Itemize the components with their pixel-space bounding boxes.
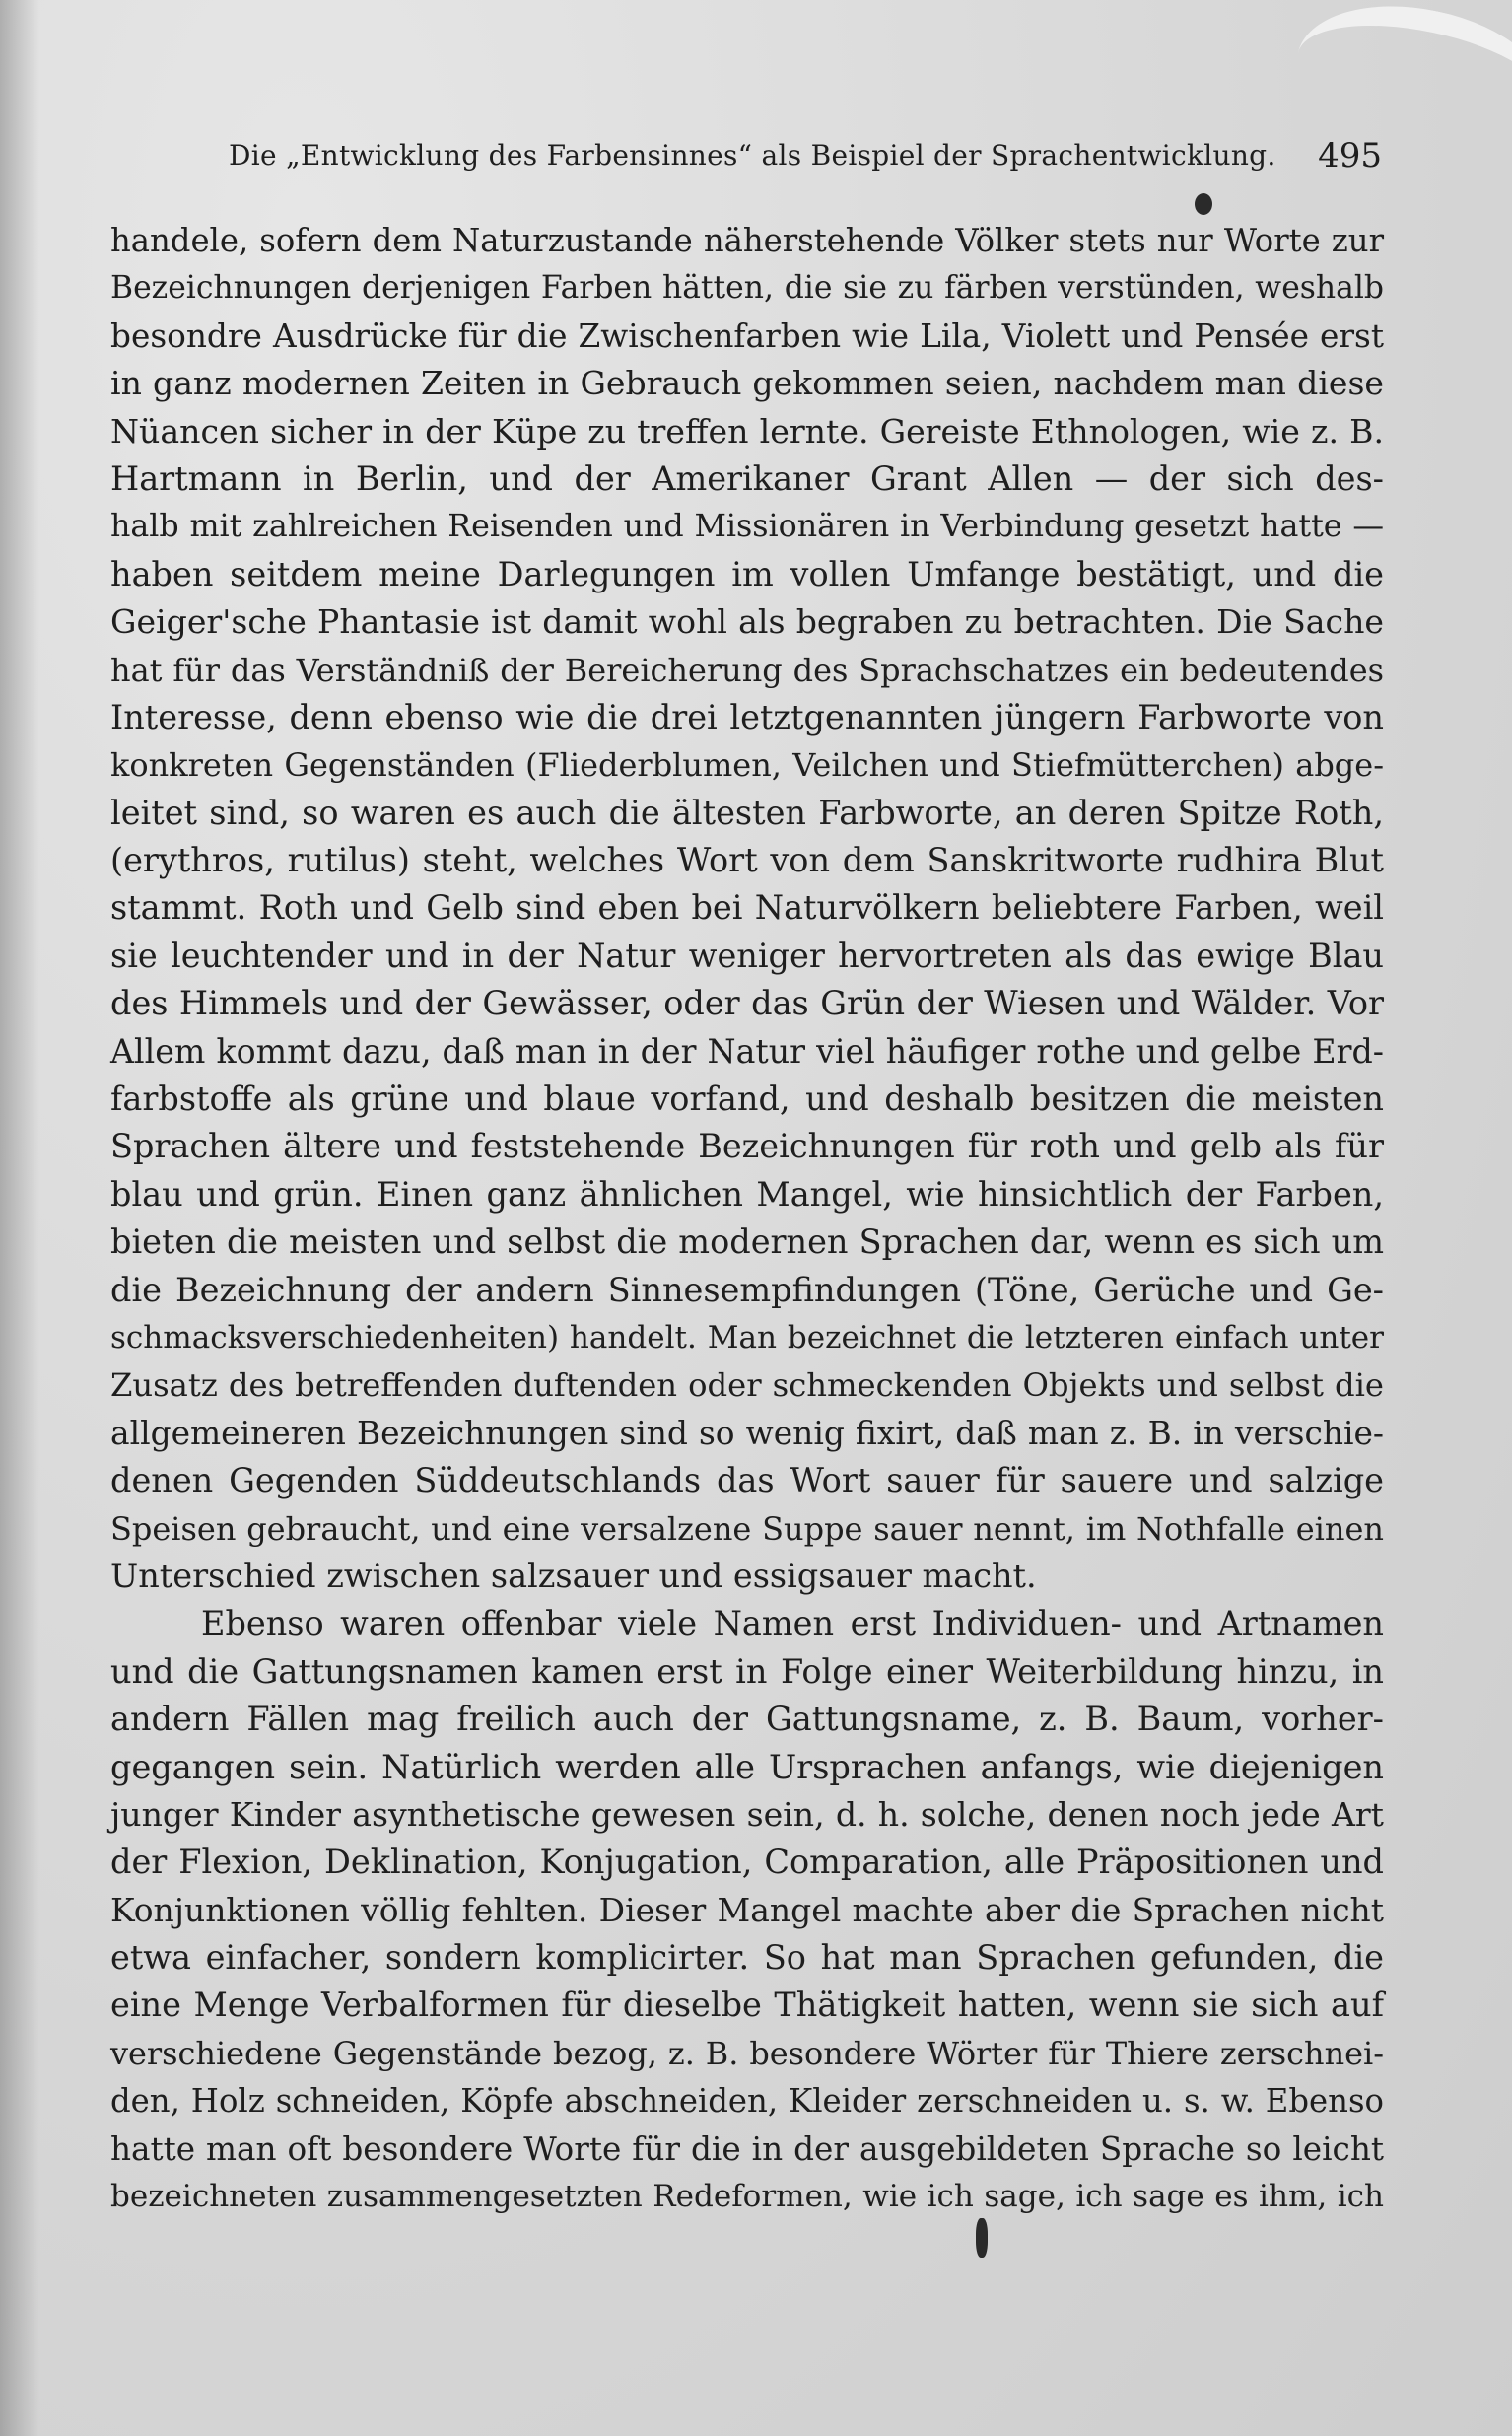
text-line: haben seitdem meine Darlegungen im vollen Umfange bestätigt, und die bbox=[110, 554, 1384, 593]
text-line: Geiger'sche Phantasie ist damit wohl als begraben zu betrachten. Die Sache bbox=[110, 602, 1384, 642]
text-line: halb mit zahlreichen Reisenden und Missionären in Verbindung gesetzt hatte — bbox=[110, 509, 1384, 545]
text-line: die Bezeichnung der andern Sinnesempfindungen (Töne, Gerüche und Ge- bbox=[110, 1270, 1384, 1309]
text-line: Ebenso waren offenbar viele Namen erst Individuen- und Artnamen bbox=[201, 1604, 1384, 1643]
text-line: stammt. Roth und Gelb sind eben bei Naturvölkern beliebtere Farben, weil bbox=[110, 888, 1384, 928]
ink-speck bbox=[976, 2218, 988, 2258]
text-line: junger Kinder asynthetische gewesen sein, d. h. solche, denen noch jede Art bbox=[110, 1794, 1384, 1834]
page-header bbox=[229, 132, 1382, 179]
paragraph-2 bbox=[110, 1600, 1384, 2220]
text-line: verschiedene Gegenstände bezog, z. B. besondere Wörter für Thiere zerschnei- bbox=[110, 2034, 1384, 2072]
text-line: (erythros, rutilus) steht, welches Wort von dem Sanskritworte rudhira Blut bbox=[110, 841, 1384, 880]
text-line: Hartmann in Berlin, und der Amerikaner Grant Allen — der sich des- bbox=[110, 458, 1384, 498]
text-line: Interesse, denn ebenso wie die drei letztgenannten jüngern Farbworte von bbox=[110, 697, 1384, 736]
page-number: 495 bbox=[1318, 136, 1382, 175]
text-line: denen Gegenden Süddeutschlands das Wort sauer für sauere und salzige bbox=[110, 1461, 1384, 1500]
text-line: Allem kommt dazu, daß man in der Natur viel häufiger rothe und gelbe Erd- bbox=[110, 1031, 1384, 1071]
text-line: gegangen sein. Natürlich werden alle Ursprachen anfangs, wie diejenigen bbox=[110, 1747, 1384, 1786]
text-line: Bezeichnungen derjenigen Farben hätten, die sie zu färben verstünden, weshalb bbox=[110, 270, 1384, 307]
text-line: bezeichneten zusammengesetzten Redeformen, wie ich sage, ich sage es ihm, ich bbox=[110, 2179, 1384, 2215]
text-line: Konjunktionen völlig fehlten. Dieser Mangel machte aber die Sprachen nicht bbox=[110, 1890, 1384, 1929]
text-line: in ganz modernen Zeiten in Gebrauch gekommen seien, nachdem man diese bbox=[110, 364, 1384, 403]
text-line: handele, sofern dem Naturzustande näherstehende Völker stets nur Worte zur bbox=[110, 222, 1384, 259]
text-line: und die Gattungsnamen kamen erst in Folge einer Weiterbildung hinzu, in bbox=[110, 1651, 1384, 1691]
running-title: Die „Entwicklung des Farbensinnes“ als Beispiel der Sprachentwicklung. bbox=[229, 139, 1276, 172]
text-line: andern Fällen mag freilich auch der Gattungsname, z. B. Baum, vorher- bbox=[110, 1700, 1384, 1739]
paragraph-1 bbox=[110, 217, 1384, 1600]
text-line: Speisen gebraucht, und eine versalzene Suppe sauer nennt, im Nothfalle einen bbox=[110, 1509, 1384, 1548]
text-line: etwa einfacher, sondern komplicirter. So hat man Sprachen gefunden, die bbox=[110, 1938, 1384, 1978]
text-line: schmacksverschiedenheiten) handelt. Man bezeichnet die letzteren einfach unter bbox=[110, 1319, 1384, 1356]
text-line: konkreten Gegenständen (Fliederblumen, Veilchen und Stiefmütterchen) abge- bbox=[110, 746, 1384, 785]
text-line: blau und grün. Einen ganz ähnlichen Mangel, wie hinsichtlich der Farben, bbox=[110, 1174, 1384, 1214]
ink-speck bbox=[1195, 193, 1212, 215]
text-line: besondre Ausdrücke für die Zwischenfarben wie Lila, Violett und Pensée erst bbox=[110, 316, 1384, 355]
text-line: Sprachen ältere und feststehende Bezeichnungen für roth und gelb als für bbox=[110, 1127, 1384, 1166]
body-text bbox=[110, 217, 1384, 2220]
text-line: hat für das Verständniß der Bereicherung des Sprachschatzes ein bedeutendes bbox=[110, 651, 1384, 689]
text-line: farbstoffe als grüne und blaue vorfand, und deshalb besitzen die meisten bbox=[110, 1079, 1384, 1119]
text-line: leitet sind, so waren es auch die ältesten Farbworte, an deren Spitze Roth, bbox=[110, 793, 1384, 832]
text-line: der Flexion, Deklination, Konjugation, Comparation, alle Präpositionen und bbox=[110, 1843, 1384, 1882]
text-line: sie leuchtender und in der Natur weniger hervortreten als das ewige Blau bbox=[110, 936, 1384, 975]
text-line: eine Menge Verbalformen für dieselbe Thätigkeit hatten, wenn sie sich auf bbox=[110, 1985, 1384, 2025]
text-line: Unterschied zwischen salzsauer und essigsauer macht. bbox=[110, 1556, 1037, 1595]
text-line: allgemeineren Bezeichnungen sind so wenig fixirt, daß man z. B. in verschie- bbox=[110, 1414, 1384, 1452]
text-line: des Himmels und der Gewässer, oder das Grün der Wiesen und Wälder. Vor bbox=[110, 984, 1384, 1023]
text-line: Zusatz des betreffenden duftenden oder schmeckenden Objekts und selbst die bbox=[110, 1366, 1384, 1405]
text-line: bieten die meisten und selbst die modernen Sprachen dar, wenn es sich um bbox=[110, 1222, 1384, 1262]
page-edge-shadow bbox=[0, 0, 39, 2436]
text-line: hatte man oft besondere Worte für die in der ausgebildeten Sprache so leicht bbox=[110, 2129, 1384, 2168]
text-line: den, Holz schneiden, Köpfe abschneiden, Kleider zerschneiden u. s. w. Ebenso bbox=[110, 2082, 1384, 2121]
text-line: Nüancen sicher in der Küpe zu treffen lernte. Gereiste Ethnologen, wie z. B. bbox=[110, 411, 1384, 451]
